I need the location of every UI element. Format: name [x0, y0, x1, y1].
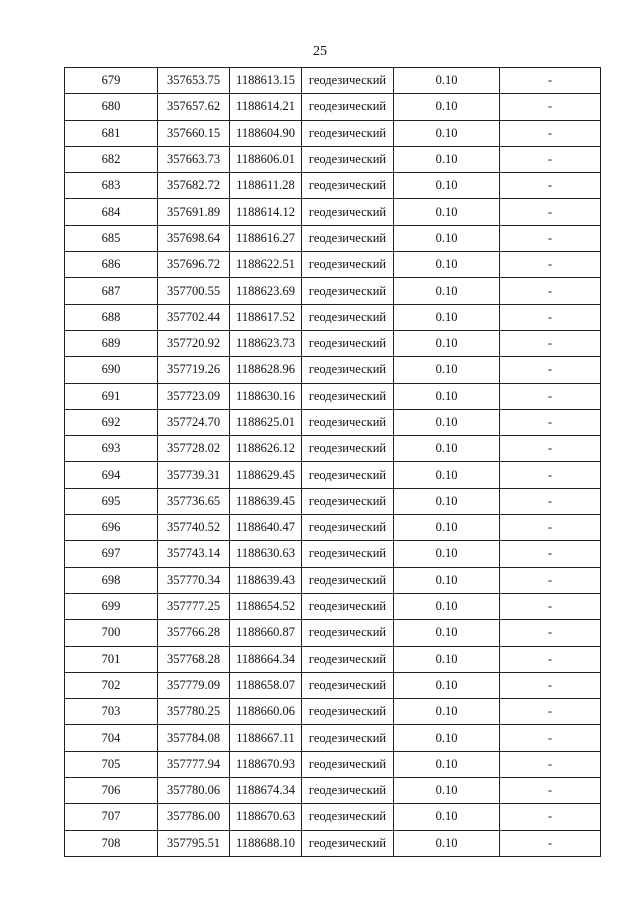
- point-number-cell: 680: [65, 94, 158, 120]
- accuracy-cell: 0.10: [394, 409, 500, 435]
- point-number-cell: 682: [65, 146, 158, 172]
- y-coordinate-cell: 1188670.63: [230, 804, 302, 830]
- accuracy-cell: 0.10: [394, 146, 500, 172]
- description-cell: -: [500, 173, 601, 199]
- table-row: [65, 225, 601, 251]
- method-cell: геодезический: [302, 620, 394, 646]
- method-cell: геодезический: [302, 330, 394, 356]
- method-cell: геодезический: [302, 699, 394, 725]
- point-number-cell: 700: [65, 620, 158, 646]
- method-cell: геодезический: [302, 278, 394, 304]
- point-number-cell: 691: [65, 383, 158, 409]
- x-coordinate-cell: 357740.52: [158, 515, 230, 541]
- description-cell: -: [500, 199, 601, 225]
- accuracy-cell: 0.10: [394, 462, 500, 488]
- y-coordinate-cell: 1188658.07: [230, 672, 302, 698]
- method-cell: геодезический: [302, 252, 394, 278]
- table-row: [65, 94, 601, 120]
- x-coordinate-cell: 357691.89: [158, 199, 230, 225]
- point-number-cell: 694: [65, 462, 158, 488]
- description-cell: -: [500, 357, 601, 383]
- y-coordinate-cell: 1188616.27: [230, 225, 302, 251]
- accuracy-cell: 0.10: [394, 225, 500, 251]
- method-cell: геодезический: [302, 357, 394, 383]
- method-cell: геодезический: [302, 225, 394, 251]
- table-row: [65, 541, 601, 567]
- accuracy-cell: 0.10: [394, 830, 500, 856]
- table-row: [65, 357, 601, 383]
- accuracy-cell: 0.10: [394, 699, 500, 725]
- method-cell: геодезический: [302, 120, 394, 146]
- description-cell: -: [500, 830, 601, 856]
- x-coordinate-cell: 357700.55: [158, 278, 230, 304]
- y-coordinate-cell: 1188625.01: [230, 409, 302, 435]
- description-cell: -: [500, 94, 601, 120]
- accuracy-cell: 0.10: [394, 199, 500, 225]
- point-number-cell: 683: [65, 173, 158, 199]
- description-cell: -: [500, 146, 601, 172]
- method-cell: геодезический: [302, 304, 394, 330]
- x-coordinate-cell: 357663.73: [158, 146, 230, 172]
- y-coordinate-cell: 1188613.15: [230, 68, 302, 94]
- description-cell: -: [500, 304, 601, 330]
- description-cell: -: [500, 462, 601, 488]
- accuracy-cell: 0.10: [394, 751, 500, 777]
- description-cell: -: [500, 409, 601, 435]
- table-row: [65, 751, 601, 777]
- method-cell: геодезический: [302, 462, 394, 488]
- point-number-cell: 704: [65, 725, 158, 751]
- table-row: [65, 620, 601, 646]
- point-number-cell: 702: [65, 672, 158, 698]
- point-number-cell: 690: [65, 357, 158, 383]
- description-cell: -: [500, 488, 601, 514]
- accuracy-cell: 0.10: [394, 278, 500, 304]
- point-number-cell: 689: [65, 330, 158, 356]
- method-cell: геодезический: [302, 751, 394, 777]
- description-cell: -: [500, 515, 601, 541]
- point-number-cell: 681: [65, 120, 158, 146]
- accuracy-cell: 0.10: [394, 804, 500, 830]
- accuracy-cell: 0.10: [394, 620, 500, 646]
- description-cell: -: [500, 278, 601, 304]
- description-cell: -: [500, 804, 601, 830]
- point-number-cell: 701: [65, 646, 158, 672]
- method-cell: геодезический: [302, 488, 394, 514]
- table-row: [65, 699, 601, 725]
- point-number-cell: 699: [65, 593, 158, 619]
- y-coordinate-cell: 1188670.93: [230, 751, 302, 777]
- accuracy-cell: 0.10: [394, 304, 500, 330]
- method-cell: геодезический: [302, 593, 394, 619]
- x-coordinate-cell: 357653.75: [158, 68, 230, 94]
- table-row: [65, 725, 601, 751]
- x-coordinate-cell: 357780.25: [158, 699, 230, 725]
- x-coordinate-cell: 357657.62: [158, 94, 230, 120]
- accuracy-cell: 0.10: [394, 515, 500, 541]
- description-cell: -: [500, 646, 601, 672]
- x-coordinate-cell: 357779.09: [158, 672, 230, 698]
- x-coordinate-cell: 357736.65: [158, 488, 230, 514]
- table-row: [65, 330, 601, 356]
- y-coordinate-cell: 1188622.51: [230, 252, 302, 278]
- table-row: [65, 120, 601, 146]
- point-number-cell: 686: [65, 252, 158, 278]
- method-cell: геодезический: [302, 515, 394, 541]
- point-number-cell: 696: [65, 515, 158, 541]
- y-coordinate-cell: 1188606.01: [230, 146, 302, 172]
- table-row: [65, 488, 601, 514]
- table-row: [65, 515, 601, 541]
- method-cell: геодезический: [302, 383, 394, 409]
- coordinates-table: [64, 67, 601, 857]
- point-number-cell: 688: [65, 304, 158, 330]
- accuracy-cell: 0.10: [394, 252, 500, 278]
- y-coordinate-cell: 1188639.45: [230, 488, 302, 514]
- description-cell: -: [500, 567, 601, 593]
- point-number-cell: 695: [65, 488, 158, 514]
- accuracy-cell: 0.10: [394, 120, 500, 146]
- x-coordinate-cell: 357696.72: [158, 252, 230, 278]
- method-cell: геодезический: [302, 672, 394, 698]
- description-cell: -: [500, 68, 601, 94]
- accuracy-cell: 0.10: [394, 672, 500, 698]
- method-cell: геодезический: [302, 173, 394, 199]
- x-coordinate-cell: 357719.26: [158, 357, 230, 383]
- point-number-cell: 685: [65, 225, 158, 251]
- y-coordinate-cell: 1188674.34: [230, 778, 302, 804]
- accuracy-cell: 0.10: [394, 330, 500, 356]
- y-coordinate-cell: 1188640.47: [230, 515, 302, 541]
- description-cell: -: [500, 725, 601, 751]
- accuracy-cell: 0.10: [394, 436, 500, 462]
- method-cell: геодезический: [302, 146, 394, 172]
- y-coordinate-cell: 1188630.16: [230, 383, 302, 409]
- method-cell: геодезический: [302, 804, 394, 830]
- table-row: [65, 436, 601, 462]
- description-cell: -: [500, 330, 601, 356]
- y-coordinate-cell: 1188660.87: [230, 620, 302, 646]
- x-coordinate-cell: 357682.72: [158, 173, 230, 199]
- x-coordinate-cell: 357766.28: [158, 620, 230, 646]
- method-cell: геодезический: [302, 725, 394, 751]
- description-cell: -: [500, 120, 601, 146]
- accuracy-cell: 0.10: [394, 383, 500, 409]
- y-coordinate-cell: 1188688.10: [230, 830, 302, 856]
- accuracy-cell: 0.10: [394, 173, 500, 199]
- x-coordinate-cell: 357728.02: [158, 436, 230, 462]
- table-row: [65, 804, 601, 830]
- x-coordinate-cell: 357743.14: [158, 541, 230, 567]
- description-cell: -: [500, 620, 601, 646]
- table-row: [65, 462, 601, 488]
- page-number: 25: [313, 44, 327, 59]
- point-number-cell: 698: [65, 567, 158, 593]
- x-coordinate-cell: 357777.94: [158, 751, 230, 777]
- point-number-cell: 692: [65, 409, 158, 435]
- y-coordinate-cell: 1188667.11: [230, 725, 302, 751]
- description-cell: -: [500, 225, 601, 251]
- table-row: [65, 593, 601, 619]
- y-coordinate-cell: 1188626.12: [230, 436, 302, 462]
- y-coordinate-cell: 1188630.63: [230, 541, 302, 567]
- point-number-cell: 707: [65, 804, 158, 830]
- x-coordinate-cell: 357724.70: [158, 409, 230, 435]
- y-coordinate-cell: 1188623.69: [230, 278, 302, 304]
- x-coordinate-cell: 357660.15: [158, 120, 230, 146]
- method-cell: геодезический: [302, 830, 394, 856]
- table-row: [65, 278, 601, 304]
- x-coordinate-cell: 357784.08: [158, 725, 230, 751]
- point-number-cell: 708: [65, 830, 158, 856]
- accuracy-cell: 0.10: [394, 68, 500, 94]
- y-coordinate-cell: 1188623.73: [230, 330, 302, 356]
- point-number-cell: 693: [65, 436, 158, 462]
- y-coordinate-cell: 1188639.43: [230, 567, 302, 593]
- table-row: [65, 383, 601, 409]
- method-cell: геодезический: [302, 409, 394, 435]
- x-coordinate-cell: 357780.06: [158, 778, 230, 804]
- x-coordinate-cell: 357770.34: [158, 567, 230, 593]
- accuracy-cell: 0.10: [394, 94, 500, 120]
- description-cell: -: [500, 252, 601, 278]
- table-row: [65, 68, 601, 94]
- accuracy-cell: 0.10: [394, 488, 500, 514]
- y-coordinate-cell: 1188611.28: [230, 173, 302, 199]
- x-coordinate-cell: 357702.44: [158, 304, 230, 330]
- x-coordinate-cell: 357768.28: [158, 646, 230, 672]
- x-coordinate-cell: 357698.64: [158, 225, 230, 251]
- table-row: [65, 146, 601, 172]
- table-row: [65, 409, 601, 435]
- method-cell: геодезический: [302, 68, 394, 94]
- table-row: [65, 199, 601, 225]
- description-cell: -: [500, 751, 601, 777]
- accuracy-cell: 0.10: [394, 357, 500, 383]
- accuracy-cell: 0.10: [394, 593, 500, 619]
- method-cell: геодезический: [302, 778, 394, 804]
- x-coordinate-cell: 357795.51: [158, 830, 230, 856]
- description-cell: -: [500, 541, 601, 567]
- method-cell: геодезический: [302, 436, 394, 462]
- method-cell: геодезический: [302, 199, 394, 225]
- x-coordinate-cell: 357720.92: [158, 330, 230, 356]
- y-coordinate-cell: 1188614.12: [230, 199, 302, 225]
- point-number-cell: 705: [65, 751, 158, 777]
- point-number-cell: 703: [65, 699, 158, 725]
- table-row: [65, 304, 601, 330]
- table-row: [65, 567, 601, 593]
- table-row: [65, 778, 601, 804]
- table-row: [65, 830, 601, 856]
- accuracy-cell: 0.10: [394, 567, 500, 593]
- table-row: [65, 646, 601, 672]
- method-cell: геодезический: [302, 94, 394, 120]
- x-coordinate-cell: 357739.31: [158, 462, 230, 488]
- point-number-cell: 687: [65, 278, 158, 304]
- method-cell: геодезический: [302, 567, 394, 593]
- y-coordinate-cell: 1188660.06: [230, 699, 302, 725]
- table-row: [65, 173, 601, 199]
- y-coordinate-cell: 1188664.34: [230, 646, 302, 672]
- point-number-cell: 679: [65, 68, 158, 94]
- method-cell: геодезический: [302, 541, 394, 567]
- description-cell: -: [500, 778, 601, 804]
- table-body: [65, 68, 601, 857]
- point-number-cell: 706: [65, 778, 158, 804]
- y-coordinate-cell: 1188617.52: [230, 304, 302, 330]
- table-row: [65, 252, 601, 278]
- y-coordinate-cell: 1188629.45: [230, 462, 302, 488]
- point-number-cell: 697: [65, 541, 158, 567]
- method-cell: геодезический: [302, 646, 394, 672]
- accuracy-cell: 0.10: [394, 541, 500, 567]
- description-cell: -: [500, 383, 601, 409]
- y-coordinate-cell: 1188604.90: [230, 120, 302, 146]
- x-coordinate-cell: 357723.09: [158, 383, 230, 409]
- accuracy-cell: 0.10: [394, 725, 500, 751]
- y-coordinate-cell: 1188654.52: [230, 593, 302, 619]
- description-cell: -: [500, 593, 601, 619]
- point-number-cell: 684: [65, 199, 158, 225]
- description-cell: -: [500, 699, 601, 725]
- y-coordinate-cell: 1188628.96: [230, 357, 302, 383]
- y-coordinate-cell: 1188614.21: [230, 94, 302, 120]
- description-cell: -: [500, 672, 601, 698]
- accuracy-cell: 0.10: [394, 646, 500, 672]
- table-row: [65, 672, 601, 698]
- x-coordinate-cell: 357777.25: [158, 593, 230, 619]
- description-cell: -: [500, 436, 601, 462]
- accuracy-cell: 0.10: [394, 778, 500, 804]
- x-coordinate-cell: 357786.00: [158, 804, 230, 830]
